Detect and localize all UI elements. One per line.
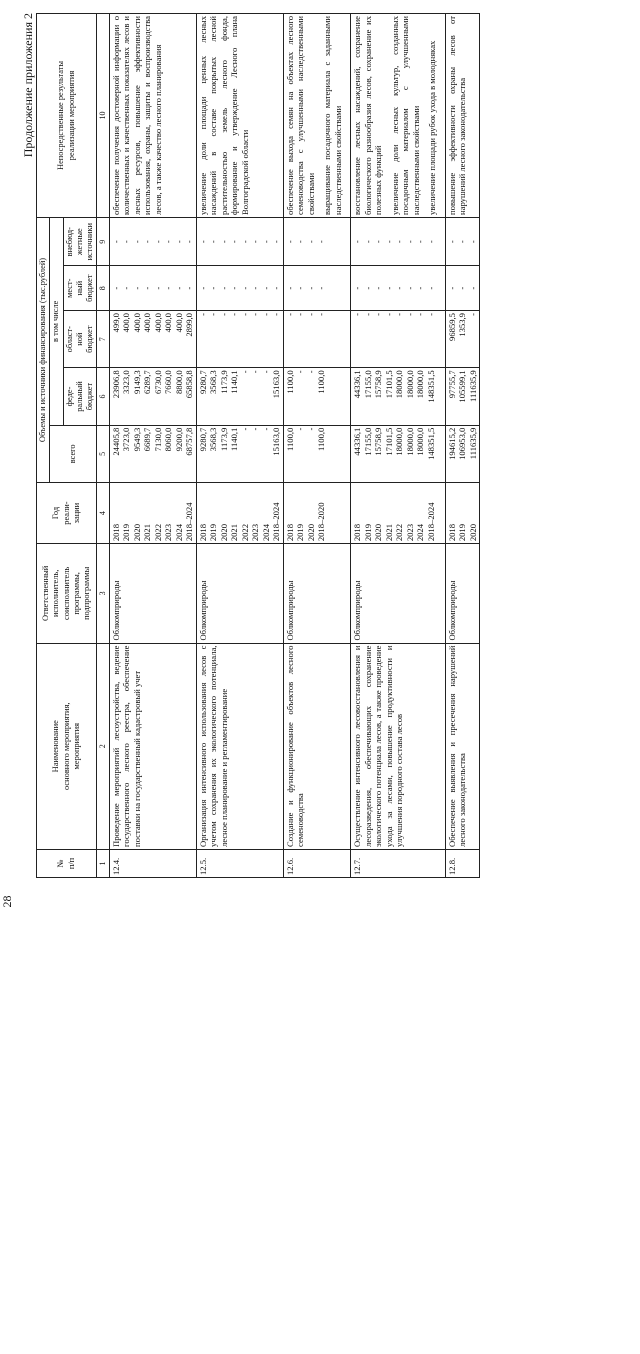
regional-amounts: 96859,5 1353,9 - bbox=[445, 311, 479, 368]
measure-name: Обеспечение выявления и пресечения нарушений лесного законодательства bbox=[445, 643, 479, 849]
header-financing: Объемы и источники финансирования (тыс.рублей) bbox=[37, 217, 50, 482]
result-item: обеспечение выхода семян на объектах лесного семеноводства с улучшенными наследственными свойствами bbox=[284, 16, 316, 215]
table-header bbox=[37, 14, 110, 878]
federal-amounts: 1100,0 - - 1100,0 bbox=[283, 368, 350, 425]
extrabudget-amounts: - - - - - - - - bbox=[351, 217, 445, 265]
header-year: Год реали- зации bbox=[37, 483, 97, 544]
page-number: 28 bbox=[0, 895, 14, 908]
year-list: 2018 2019 2020 bbox=[445, 483, 479, 544]
regional-amounts: - - - - - - - - bbox=[351, 311, 445, 368]
results-cell bbox=[283, 14, 350, 218]
total-amounts: 194615,2 106953,0 111635,9 bbox=[445, 425, 479, 482]
table-row bbox=[196, 14, 283, 878]
column-number: 5 bbox=[97, 425, 110, 482]
header-name: Наименование основного мероприятия, мероприятия bbox=[37, 643, 97, 849]
header-no: № п/п bbox=[37, 849, 97, 877]
local-amounts: - - - bbox=[445, 266, 479, 311]
local-amounts: - - - - - - - - bbox=[196, 266, 283, 311]
row-number: 12.6. bbox=[283, 849, 350, 877]
result-item: увеличение площади рубок ухода в молодняках bbox=[427, 40, 438, 215]
measure-name: Организация интенсивного использования лесов с учетом сохранения их экологического потенциала, лесное планирование и регламентирование bbox=[196, 643, 283, 849]
federal-amounts: 23906,8 3323,0 9149,3 6289,7 6730,0 7660,0 8800,0 65858,8 bbox=[110, 368, 197, 425]
column-numbers-row bbox=[97, 14, 110, 878]
federal-amounts: 9280,7 3568,3 1173,9 1140,1 - - - 15163,0 bbox=[196, 368, 283, 425]
year-list: 2018 2019 2020 2021 2022 2023 2024 2018–2024 bbox=[196, 483, 283, 544]
table-row bbox=[351, 14, 445, 878]
responsible-executor: Облкомприроды bbox=[110, 544, 197, 643]
table-row bbox=[283, 14, 350, 878]
table-row bbox=[110, 14, 197, 878]
row-number: 12.5. bbox=[196, 849, 283, 877]
year-list: 2018 2019 2020 2021 2022 2023 2024 2018–2024 bbox=[110, 483, 197, 544]
extrabudget-amounts: - - - - bbox=[283, 217, 350, 265]
regional-amounts: - - - - - - - - bbox=[196, 311, 283, 368]
continuation-title: Продолжение приложения 2 bbox=[21, 13, 35, 158]
result-item: увеличение доли лесных культур, созданных посадочным материалом с улучшенными наследственными свойствами bbox=[389, 16, 421, 215]
header-responsible: Ответственный исполнитель, соисполнитель программы, подпрограммы bbox=[37, 544, 97, 643]
header-total: всего bbox=[50, 425, 97, 482]
results-cell bbox=[445, 14, 479, 218]
responsible-executor: Облкомприроды bbox=[445, 544, 479, 643]
local-amounts: - - - - bbox=[283, 266, 350, 311]
year-list: 2018 2019 2020 2018–2020 bbox=[283, 483, 350, 544]
row-number: 12.4. bbox=[110, 849, 197, 877]
column-number: 3 bbox=[97, 544, 110, 643]
responsible-executor: Облкомприроды bbox=[351, 544, 445, 643]
column-number: 8 bbox=[97, 266, 110, 311]
local-amounts: - - - - - - - - bbox=[110, 266, 197, 311]
measure-name: Осуществление интенсивного лесовосстановления и лесоразведения, обеспечивающих сохранение экологического потенциала лесов, а также проведение ухода за лесами, повышение продуктивности и улучшения породного состава лесов bbox=[351, 643, 445, 849]
results-cell bbox=[196, 14, 283, 218]
measure-name: Создание и функционирование объектов лесного семеноводства bbox=[283, 643, 350, 849]
extrabudget-amounts: - - - bbox=[445, 217, 479, 265]
header-extrabudget: внебюд- жетные источники bbox=[63, 217, 97, 265]
header-including: в том числе bbox=[50, 217, 63, 425]
total-amounts: 44336,1 17155,0 15758,9 17101,5 18000,0 18000,0 18000,0 148351,5 bbox=[351, 425, 445, 482]
regional-amounts: 499,0 400,0 400,0 400,0 400,0 400,0 400,0 2899,0 bbox=[110, 311, 197, 368]
column-number: 4 bbox=[97, 483, 110, 544]
funding-table bbox=[36, 13, 480, 878]
total-amounts: 9280,7 3568,3 1173,9 1140,1 - - - 15163,0 bbox=[196, 425, 283, 482]
results-cell bbox=[351, 14, 445, 218]
column-number: 2 bbox=[97, 643, 110, 849]
regional-amounts: - - - - bbox=[283, 311, 350, 368]
results-cell bbox=[110, 14, 197, 218]
column-number: 1 bbox=[97, 849, 110, 877]
row-number: 12.8. bbox=[445, 849, 479, 877]
header-local: мест- ный бюджет bbox=[63, 266, 97, 311]
table-row bbox=[445, 14, 479, 878]
result-item: восстановление лесных насаждений, сохранение биологического разнообразия лесов, сохранение их полезных функций bbox=[352, 16, 384, 215]
column-number: 6 bbox=[97, 368, 110, 425]
result-item: увеличение доли площади ценных лесных насаждений в составе покрытых лесной растительностью земель лесного фонда, формирование и утверждение Лесного плана Волгоградской области bbox=[197, 16, 250, 215]
header-results: Непосредственные результаты реализации мероприятия bbox=[37, 14, 97, 218]
measure-name: Проведение мероприятий лесоустройства, ведение государственного лесного реестра, обеспечение поставки на государственный кадастровый учет bbox=[110, 643, 197, 849]
result-item: обеспечение получения достоверной информации о количественных и качественных показателях лесов и лесных ресурсов, повышение эффективности использования, охраны, защиты и воспроизводства лесов, а также качество лесного планирования bbox=[111, 16, 163, 215]
total-amounts: 24405,8 3723,0 9549,3 6689,7 7130,0 8060,0 9200,0 68757,8 bbox=[110, 425, 197, 482]
column-number: 10 bbox=[97, 14, 110, 218]
column-number: 7 bbox=[97, 311, 110, 368]
table-body bbox=[110, 14, 480, 878]
responsible-executor: Облкомприроды bbox=[283, 544, 350, 643]
header-federal: феде- ральный бюджет bbox=[63, 368, 97, 425]
row-number: 12.7. bbox=[351, 849, 445, 877]
local-amounts: - - - - - - - - bbox=[351, 266, 445, 311]
column-number: 9 bbox=[97, 217, 110, 265]
federal-amounts: 97755,7 105599,1 111635,9 bbox=[445, 368, 479, 425]
year-list: 2018 2019 2020 2021 2022 2023 2024 2018–2024 bbox=[351, 483, 445, 544]
responsible-executor: Облкомприроды bbox=[196, 544, 283, 643]
extrabudget-amounts: - - - - - - - - bbox=[196, 217, 283, 265]
total-amounts: 1100,0 - - 1100,0 bbox=[283, 425, 350, 482]
header-regional: област- ной бюджет bbox=[63, 311, 97, 368]
result-item: повышение эффективности охраны лесов от нарушений лесного законодательства bbox=[446, 16, 468, 215]
extrabudget-amounts: - - - - - - - - bbox=[110, 217, 197, 265]
federal-amounts: 44336,1 17155,0 15758,9 17101,5 18000,0 18000,0 18000,0 148351,5 bbox=[351, 368, 445, 425]
result-item: выращивание посадочного материала с заданными наследственными свойствами bbox=[322, 16, 343, 215]
